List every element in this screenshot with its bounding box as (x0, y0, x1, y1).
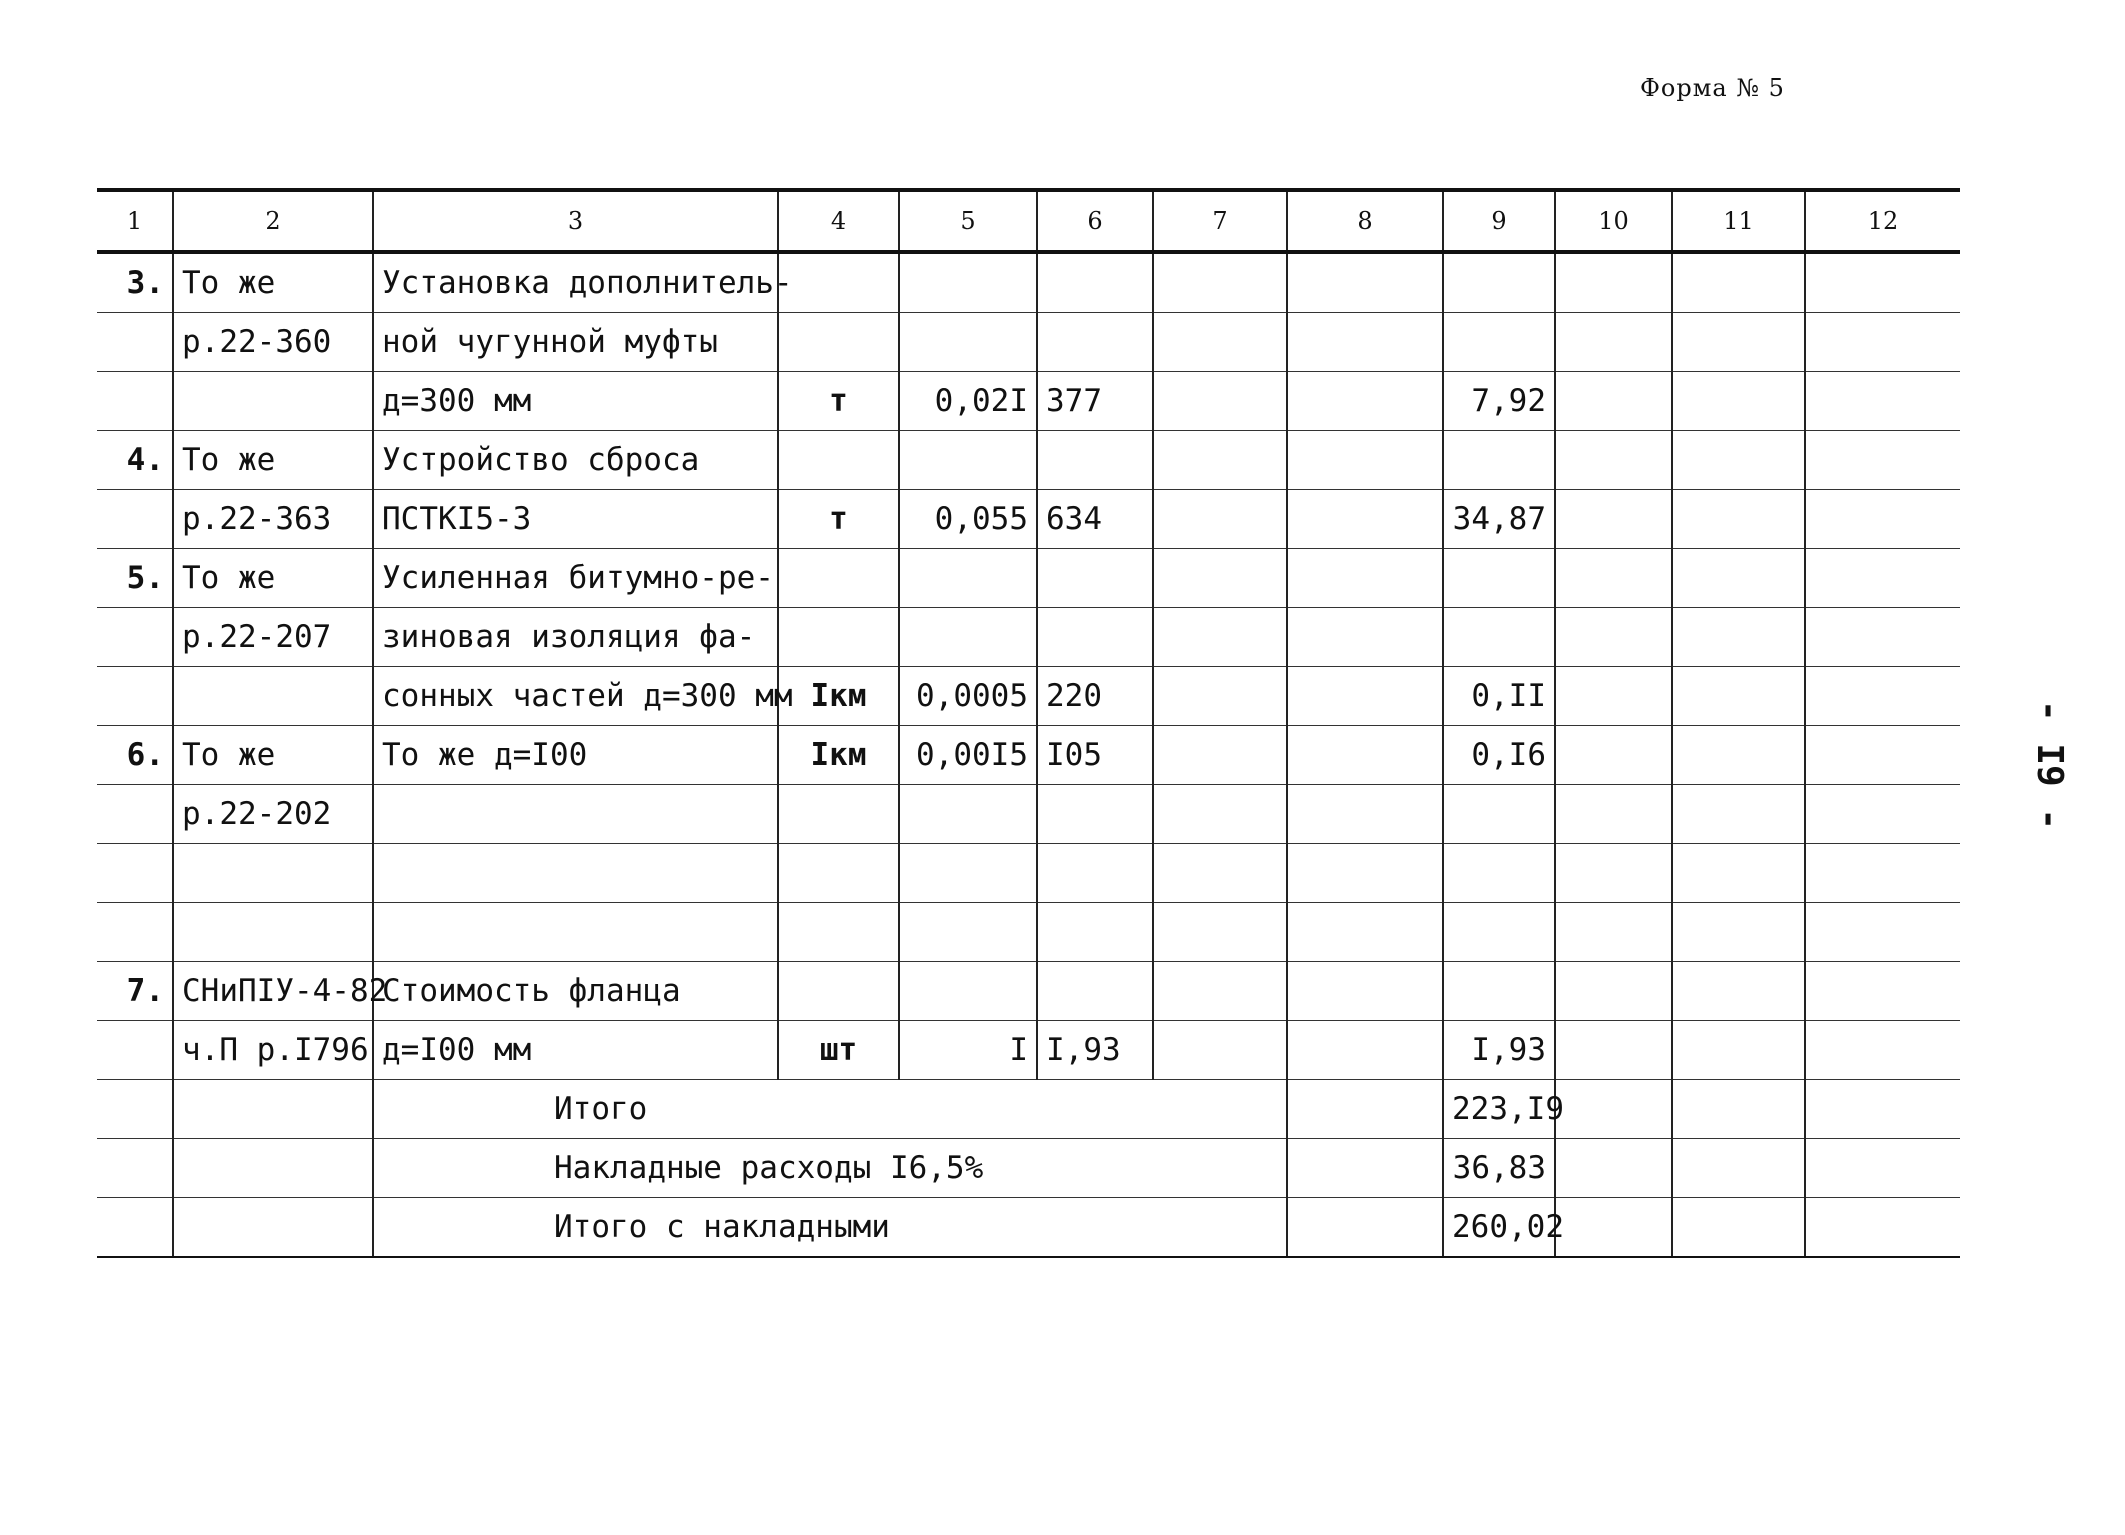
empty-cell (1153, 431, 1287, 490)
column-number-row (97, 190, 1960, 252)
item-number-cell (97, 667, 173, 726)
empty-cell (1287, 490, 1443, 549)
item-number-cell: 3. (97, 252, 173, 313)
empty-cell (1672, 1021, 1805, 1080)
empty-cell (1287, 549, 1443, 608)
table-row (97, 785, 1960, 844)
item-number-cell (97, 785, 173, 844)
empty-cell (1153, 785, 1287, 844)
rate-code-cell: То же (173, 549, 373, 608)
empty-cell (1672, 903, 1805, 962)
work-description-cell: сонных частей д=300 мм (373, 667, 778, 726)
summary-label: Накладные расходы I6,5% (373, 1139, 1287, 1198)
summary-row (97, 1139, 1960, 1198)
total-cost-cell: 34,87 (1443, 490, 1555, 549)
empty-cell (1672, 1198, 1805, 1258)
item-number-cell (97, 844, 173, 903)
empty-cell (1555, 785, 1672, 844)
work-description-cell: зиновая изоляция фа- (373, 608, 778, 667)
work-description-cell: Устройство сброса (373, 431, 778, 490)
quantity-cell (899, 549, 1037, 608)
empty-cell (1672, 313, 1805, 372)
empty-cell (1555, 608, 1672, 667)
empty-cell (173, 1198, 373, 1258)
unit-of-measure-cell (778, 313, 899, 372)
empty-cell (1555, 372, 1672, 431)
empty-cell (97, 1080, 173, 1139)
table-row (97, 962, 1960, 1021)
empty-cell (1555, 903, 1672, 962)
empty-cell (1805, 490, 1960, 549)
work-description-cell: д=I00 мм (373, 1021, 778, 1080)
empty-cell (1287, 431, 1443, 490)
table-row (97, 313, 1960, 372)
unit-price-cell (1037, 313, 1153, 372)
empty-cell (1672, 372, 1805, 431)
column-header: 3 (373, 190, 778, 252)
total-cost-cell (1443, 844, 1555, 903)
table-row (97, 844, 1960, 903)
estimate-table (97, 188, 1960, 1258)
empty-cell (1805, 252, 1960, 313)
quantity-cell: 0,02I (899, 372, 1037, 431)
empty-cell (1287, 667, 1443, 726)
empty-cell (1153, 1021, 1287, 1080)
table-row (97, 372, 1960, 431)
unit-of-measure-cell (778, 962, 899, 1021)
table-row (97, 667, 1960, 726)
empty-cell (1805, 726, 1960, 785)
empty-cell (1287, 844, 1443, 903)
empty-cell (173, 1080, 373, 1139)
empty-cell (1805, 431, 1960, 490)
empty-cell (1555, 1139, 1672, 1198)
total-cost-cell (1443, 785, 1555, 844)
empty-cell (1287, 726, 1443, 785)
unit-of-measure-cell (778, 844, 899, 903)
unit-price-cell: I,93 (1037, 1021, 1153, 1080)
work-description-cell: ной чугунной муфты (373, 313, 778, 372)
work-description-cell (373, 785, 778, 844)
quantity-cell (899, 844, 1037, 903)
empty-cell (1287, 372, 1443, 431)
empty-cell (1672, 431, 1805, 490)
empty-cell (1805, 844, 1960, 903)
empty-cell (1555, 313, 1672, 372)
table-row (97, 431, 1960, 490)
table-row (97, 549, 1960, 608)
empty-cell (1805, 785, 1960, 844)
quantity-cell: I (899, 1021, 1037, 1080)
form-number-label: Форма № 5 (1640, 74, 1785, 102)
rate-code-cell: р.22-202 (173, 785, 373, 844)
unit-of-measure-cell: т (778, 372, 899, 431)
rate-code-cell (173, 667, 373, 726)
empty-cell (1672, 1139, 1805, 1198)
work-description-cell: Стоимость фланца (373, 962, 778, 1021)
empty-cell (1153, 490, 1287, 549)
rate-code-cell: р.22-363 (173, 490, 373, 549)
work-description-cell (373, 844, 778, 903)
unit-price-cell (1037, 549, 1153, 608)
empty-cell (1555, 1021, 1672, 1080)
empty-cell (1555, 431, 1672, 490)
empty-cell (1555, 490, 1672, 549)
total-cost-cell: 7,92 (1443, 372, 1555, 431)
empty-cell (1555, 1080, 1672, 1139)
unit-of-measure-cell (778, 785, 899, 844)
empty-cell (1672, 1080, 1805, 1139)
empty-cell (1287, 608, 1443, 667)
quantity-cell (899, 903, 1037, 962)
empty-cell (1287, 1198, 1443, 1258)
table-row (97, 490, 1960, 549)
empty-cell (1153, 844, 1287, 903)
empty-cell (1287, 1080, 1443, 1139)
table-row (97, 1021, 1960, 1080)
work-description-cell: Усиленная битумно-ре- (373, 549, 778, 608)
side-page-number: - I9 - (2029, 700, 2070, 831)
table-row (97, 903, 1960, 962)
item-number-cell (97, 608, 173, 667)
empty-cell (1672, 785, 1805, 844)
empty-cell (1287, 962, 1443, 1021)
item-number-cell: 5. (97, 549, 173, 608)
empty-cell (1672, 608, 1805, 667)
item-number-cell (97, 903, 173, 962)
table-row (97, 608, 1960, 667)
empty-cell (1153, 313, 1287, 372)
unit-price-cell: 634 (1037, 490, 1153, 549)
empty-cell (1153, 372, 1287, 431)
unit-price-cell: I05 (1037, 726, 1153, 785)
total-cost-cell (1443, 608, 1555, 667)
work-description-cell: Установка дополнитель- (373, 252, 778, 313)
summary-row (97, 1198, 1960, 1258)
unit-of-measure-cell (778, 608, 899, 667)
work-description-cell: д=300 мм (373, 372, 778, 431)
work-description-cell: ПСТКI5-3 (373, 490, 778, 549)
unit-price-cell: 220 (1037, 667, 1153, 726)
quantity-cell (899, 431, 1037, 490)
empty-cell (1555, 252, 1672, 313)
column-header: 10 (1555, 190, 1672, 252)
column-header: 7 (1153, 190, 1287, 252)
unit-of-measure-cell: Iкм (778, 667, 899, 726)
table-row (97, 252, 1960, 313)
rate-code-cell (173, 844, 373, 903)
summary-label: Итого (373, 1080, 1287, 1139)
quantity-cell (899, 962, 1037, 1021)
unit-of-measure-cell (778, 549, 899, 608)
column-header: 11 (1672, 190, 1805, 252)
unit-of-measure-cell (778, 252, 899, 313)
column-header: 4 (778, 190, 899, 252)
empty-cell (1672, 962, 1805, 1021)
total-cost-cell (1443, 903, 1555, 962)
unit-price-cell (1037, 252, 1153, 313)
quantity-cell: 0,055 (899, 490, 1037, 549)
empty-cell (1555, 844, 1672, 903)
total-cost-cell (1443, 313, 1555, 372)
empty-cell (173, 1139, 373, 1198)
column-header: 8 (1287, 190, 1443, 252)
empty-cell (1555, 667, 1672, 726)
empty-cell (1805, 1198, 1960, 1258)
empty-cell (97, 1198, 173, 1258)
unit-price-cell (1037, 785, 1153, 844)
empty-cell (1672, 549, 1805, 608)
rate-code-cell: То же (173, 252, 373, 313)
column-header: 6 (1037, 190, 1153, 252)
empty-cell (1805, 667, 1960, 726)
quantity-cell: 0,00I5 (899, 726, 1037, 785)
empty-cell (1555, 962, 1672, 1021)
empty-cell (1672, 490, 1805, 549)
item-number-cell: 6. (97, 726, 173, 785)
rate-code-cell: р.22-207 (173, 608, 373, 667)
total-cost-cell: I,93 (1443, 1021, 1555, 1080)
work-description-cell: То же д=I00 (373, 726, 778, 785)
empty-cell (1153, 903, 1287, 962)
quantity-cell (899, 313, 1037, 372)
rate-code-cell: СНиПIУ-4-82 (173, 962, 373, 1021)
empty-cell (1672, 252, 1805, 313)
empty-cell (1805, 903, 1960, 962)
quantity-cell (899, 608, 1037, 667)
rate-code-cell: То же (173, 431, 373, 490)
empty-cell (1805, 962, 1960, 1021)
empty-cell (1153, 726, 1287, 785)
rate-code-cell: То же (173, 726, 373, 785)
item-number-cell (97, 1021, 173, 1080)
column-header: 5 (899, 190, 1037, 252)
empty-cell (1805, 1021, 1960, 1080)
unit-of-measure-cell (778, 903, 899, 962)
empty-cell (1287, 785, 1443, 844)
unit-of-measure-cell: т (778, 490, 899, 549)
unit-price-cell (1037, 903, 1153, 962)
unit-of-measure-cell (778, 431, 899, 490)
quantity-cell (899, 785, 1037, 844)
rate-code-cell (173, 372, 373, 431)
total-cost-cell (1443, 252, 1555, 313)
empty-cell (1672, 844, 1805, 903)
empty-cell (1287, 313, 1443, 372)
table-row (97, 726, 1960, 785)
empty-cell (97, 1139, 173, 1198)
total-cost-cell (1443, 431, 1555, 490)
empty-cell (1805, 1080, 1960, 1139)
empty-cell (1153, 549, 1287, 608)
column-header: 12 (1805, 190, 1960, 252)
unit-of-measure-cell: Iкм (778, 726, 899, 785)
empty-cell (1555, 1198, 1672, 1258)
empty-cell (1153, 608, 1287, 667)
column-header: 1 (97, 190, 173, 252)
rate-code-cell: р.22-360 (173, 313, 373, 372)
empty-cell (1805, 372, 1960, 431)
unit-price-cell: 377 (1037, 372, 1153, 431)
item-number-cell: 4. (97, 431, 173, 490)
item-number-cell: 7. (97, 962, 173, 1021)
empty-cell (1555, 726, 1672, 785)
empty-cell (1805, 1139, 1960, 1198)
empty-cell (1287, 903, 1443, 962)
summary-total: 223,I9 (1443, 1080, 1555, 1139)
quantity-cell: 0,0005 (899, 667, 1037, 726)
empty-cell (1805, 549, 1960, 608)
total-cost-cell (1443, 962, 1555, 1021)
empty-cell (1805, 608, 1960, 667)
empty-cell (1287, 1021, 1443, 1080)
unit-price-cell (1037, 608, 1153, 667)
empty-cell (1153, 667, 1287, 726)
summary-label: Итого с накладными (373, 1198, 1287, 1258)
total-cost-cell (1443, 549, 1555, 608)
quantity-cell (899, 252, 1037, 313)
column-header: 9 (1443, 190, 1555, 252)
work-description-cell (373, 903, 778, 962)
unit-price-cell (1037, 962, 1153, 1021)
summary-total: 36,83 (1443, 1139, 1555, 1198)
summary-total: 260,02 (1443, 1198, 1555, 1258)
rate-code-cell (173, 903, 373, 962)
item-number-cell (97, 372, 173, 431)
empty-cell (1805, 313, 1960, 372)
unit-price-cell (1037, 431, 1153, 490)
item-number-cell (97, 490, 173, 549)
column-header: 2 (173, 190, 373, 252)
empty-cell (1153, 962, 1287, 1021)
empty-cell (1287, 1139, 1443, 1198)
empty-cell (1555, 549, 1672, 608)
total-cost-cell: 0,II (1443, 667, 1555, 726)
empty-cell (1153, 252, 1287, 313)
item-number-cell (97, 313, 173, 372)
empty-cell (1672, 667, 1805, 726)
summary-row (97, 1080, 1960, 1139)
empty-cell (1672, 726, 1805, 785)
empty-cell (1287, 252, 1443, 313)
unit-of-measure-cell: шт (778, 1021, 899, 1080)
total-cost-cell: 0,I6 (1443, 726, 1555, 785)
rate-code-cell: ч.П р.I796 (173, 1021, 373, 1080)
unit-price-cell (1037, 844, 1153, 903)
